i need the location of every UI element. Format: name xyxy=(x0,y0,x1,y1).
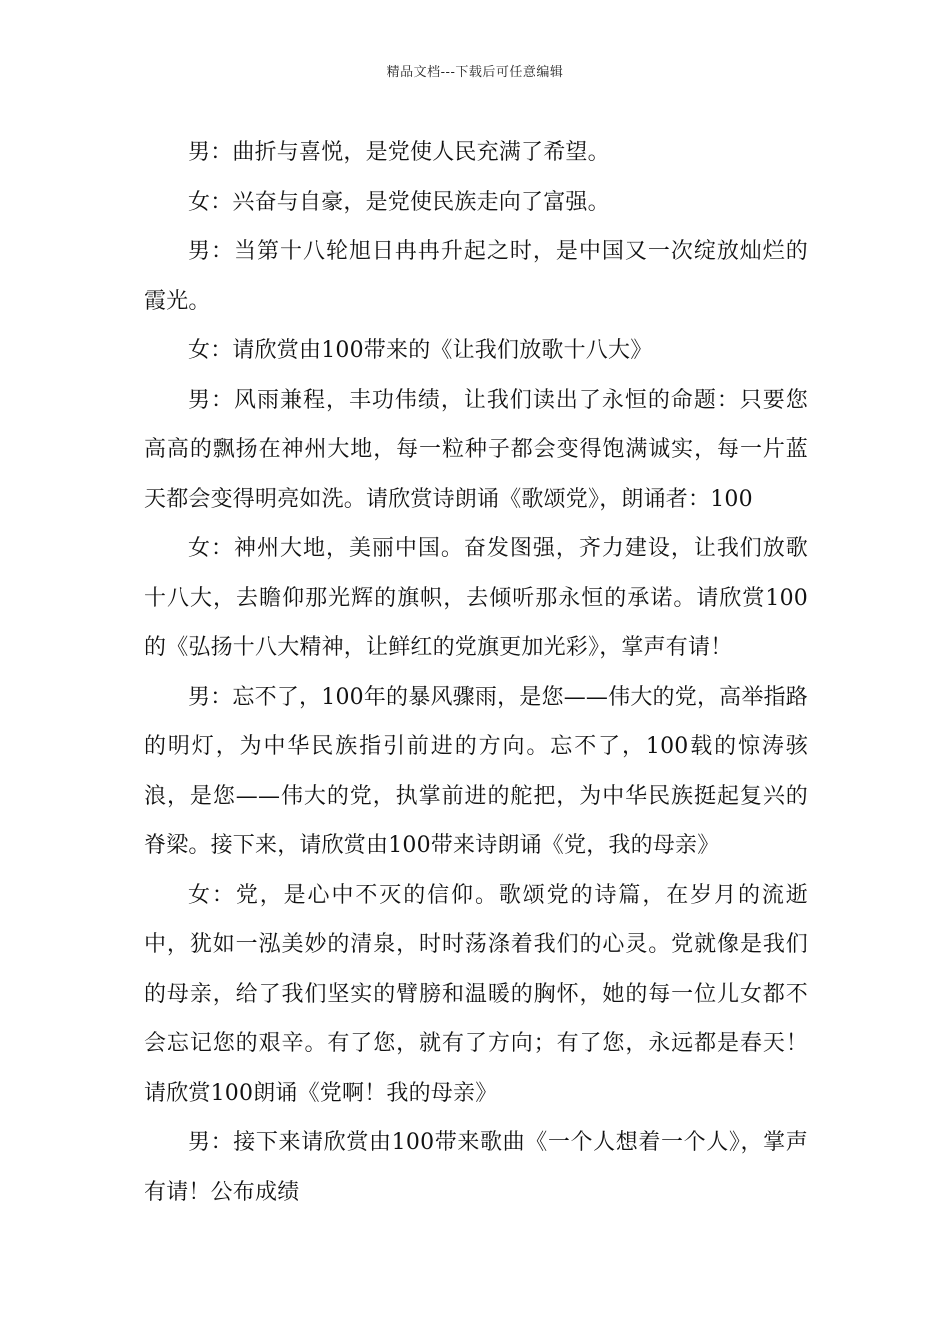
paragraph: 男：忘不了，100年的暴风骤雨，是您——伟大的党，高举指路的明灯，为中华民族指引前进的方向。忘不了，100载的惊涛骇浪，是您——伟大的党，执掌前进的舵把，为中华民族挺起复兴的脊梁。接下来，请欣赏由100带来诗朗诵《党，我的母亲》 xyxy=(144,684,808,858)
paragraph: 女：兴奋与自豪，是党使民族走向了富强。 xyxy=(188,189,610,215)
paragraph: 男：风雨兼程，丰功伟绩，让我们读出了永恒的命题：只要您高高的飘扬在神州大地，每一粒种子都会变得饱满诚实，每一片蓝天都会变得明亮如洗。请欣赏诗朗诵《歌颂党》，朗诵者：100 xyxy=(144,387,808,512)
paragraph: 女：党，是心中不灭的信仰。歌颂党的诗篇，在岁月的流逝中，犹如一泓美妙的清泉，时时荡涤着我们的心灵。党就像是我们的母亲，给了我们坚实的臂膀和温暖的胸怀，她的每一位儿女都不会忘记您的艰辛。有了您，就有了方向；有了您，永远都是春天！请欣赏100朗诵《党啊！我的母亲》 xyxy=(144,882,808,1106)
paragraph: 女：请欣赏由100带来的《让我们放歌十八大》 xyxy=(188,338,653,363)
page-header: 精品文档---下载后可任意编辑 xyxy=(386,65,564,80)
paragraph: 男：当第十八轮旭日冉冉升起之时，是中国又一次绽放灿烂的霞光。 xyxy=(144,239,808,314)
paragraph: 男：曲折与喜悦，是党使人民充满了希望。 xyxy=(188,140,610,165)
document-body xyxy=(144,128,808,1217)
paragraph: 女：神州大地，美丽中国。奋发图强，齐力建设，让我们放歌十八大，去瞻仰那光辉的旗帜，去倾听那永恒的承诺。请欣赏100的《弘扬十八大精神，让鲜红的党旗更加光彩》，掌声有请！ xyxy=(144,536,808,660)
paragraph: 男：接下来请欣赏由100带来歌曲《一个人想着一个人》，掌声有请！公布成绩 xyxy=(144,1130,808,1205)
